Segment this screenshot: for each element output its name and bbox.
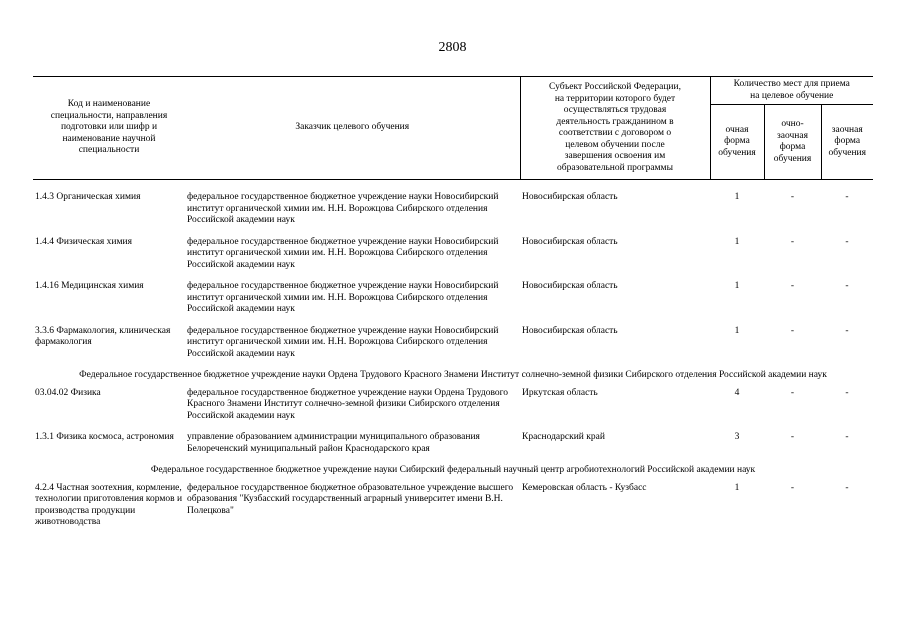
section-row [33,370,873,388]
customer-cell: федеральное государственное бюджетное учреждение науки Новосибирский институт органической химии им. Н.Н. Ворожцова Сибирского отделения Российской академии наук [187,325,499,359]
parttime-cell: - [790,325,795,336]
customer-cell: федеральное государственное бюджетное образовательное учреждение высшего образования "Кузбасский государственный аграрный университет имени В.Н. Полецкова" [187,482,514,516]
parttime-cell: - [790,482,795,493]
specialty-cell: 4.2.4 Частная зоотехния, кормление, технологии приготовления кормов и производства продукции животноводства [35,482,183,527]
table-body [33,180,873,539]
extramural-cell: - [845,192,849,202]
customer-cell: управление образованием администрации муниципального образования Белореченский муниципальный район Краснодарского края [187,432,480,454]
customer-cell: федеральное государственное бюджетное учреждение науки Новосибирский институт органической химии им. Н.Н. Ворожцова Сибирского отделения Российской академии наук [187,192,499,225]
region-cell: Иркутская область [522,387,598,398]
extramural-cell: - [845,325,849,336]
parttime-cell: - [790,387,795,398]
table-header [33,77,873,180]
customer-cell: федеральное государственное бюджетное учреждение науки Ордена Трудового Красного Знамени Институт солнечно-земной физики Сибирского отделения Российской академии наук [187,387,509,421]
specialty-cell: 1.4.3 Органическая химия [35,192,141,202]
fulltime-cell: 1 [734,281,740,291]
extramural-cell: - [845,236,849,247]
header-parttime: очно-заочная форма обучения [764,105,821,180]
specialty-cell: 1.4.4 Физическая химия [35,236,132,247]
parttime-cell: - [790,281,795,291]
header-region: Субъект Российской Федерации, на территории которого будет осуществляться трудовая деятельность гражданином в соответствии с договором о целевом обучении после завершения освоения им образовательной программы [520,77,710,180]
region-cell: Краснодарский край [522,432,605,442]
table-row [33,388,873,433]
header-fulltime: очная форма обучения [710,105,764,180]
table-row [33,281,873,326]
header-customer: Заказчик целевого обучения [295,122,410,133]
header-extramural: заочная форма обучения [821,105,873,180]
customer-cell: федеральное государственное бюджетное учреждение науки Новосибирский институт органической химии им. Н.Н. Ворожцова Сибирского отделения Российской академии наук [187,236,499,270]
extramural-cell: - [845,281,849,291]
header-code: Код и наименование специальности, направления подготовки или шифр и наименование научной специальности [50,99,168,156]
region-cell: Новосибирская область [522,281,618,291]
extramural-cell: - [845,387,849,398]
target-education-table [33,76,873,539]
extramural-cell: - [845,432,849,442]
spacer-row [33,180,873,193]
table-row [33,326,873,371]
section-row [33,465,873,483]
customer-cell: федеральное государственное бюджетное учреждение науки Новосибирский институт органической химии им. Н.Н. Ворожцова Сибирского отделения Российской академии наук [187,281,499,314]
extramural-cell: - [845,482,849,493]
fulltime-cell: 4 [734,387,740,398]
section-title: Федеральное государственное бюджетное учреждение науки Ордена Трудового Красного Знамени Институт солнечно-земной физики Сибирского отделения Российской академии наук [79,370,827,380]
fulltime-cell: 1 [734,192,740,202]
fulltime-cell: 3 [734,432,740,442]
parttime-cell: - [790,236,795,247]
parttime-cell: - [790,192,795,202]
fulltime-cell: 1 [734,236,740,247]
section-title: Федеральное государственное бюджетное учреждение науки Сибирский федеральный научный центр агробиотехнологий Российской академии наук [150,465,756,475]
region-cell: Новосибирская область [522,236,618,247]
table-row [33,237,873,282]
specialty-cell: 3.3.6 Фармакология, клиническая фармакология [35,325,171,347]
fulltime-cell: 1 [734,482,740,493]
region-cell: Новосибирская область [522,192,618,202]
page-number: 2808 [438,40,467,55]
region-cell: Кемеровская область - Кузбасс [522,482,647,493]
table-row [33,432,873,465]
fulltime-cell: 1 [734,325,740,336]
region-cell: Новосибирская область [522,325,618,336]
table-row [33,192,873,237]
header-quantity-group: Количество мест для приема на целевое обучение [710,77,873,105]
specialty-cell: 1.4.16 Медицинская химия [35,281,144,291]
specialty-cell: 1.3.1 Физика космоса, астрономия [35,432,174,442]
specialty-cell: 03.04.02 Физика [35,387,101,398]
table-row [33,483,873,539]
parttime-cell: - [790,432,795,442]
